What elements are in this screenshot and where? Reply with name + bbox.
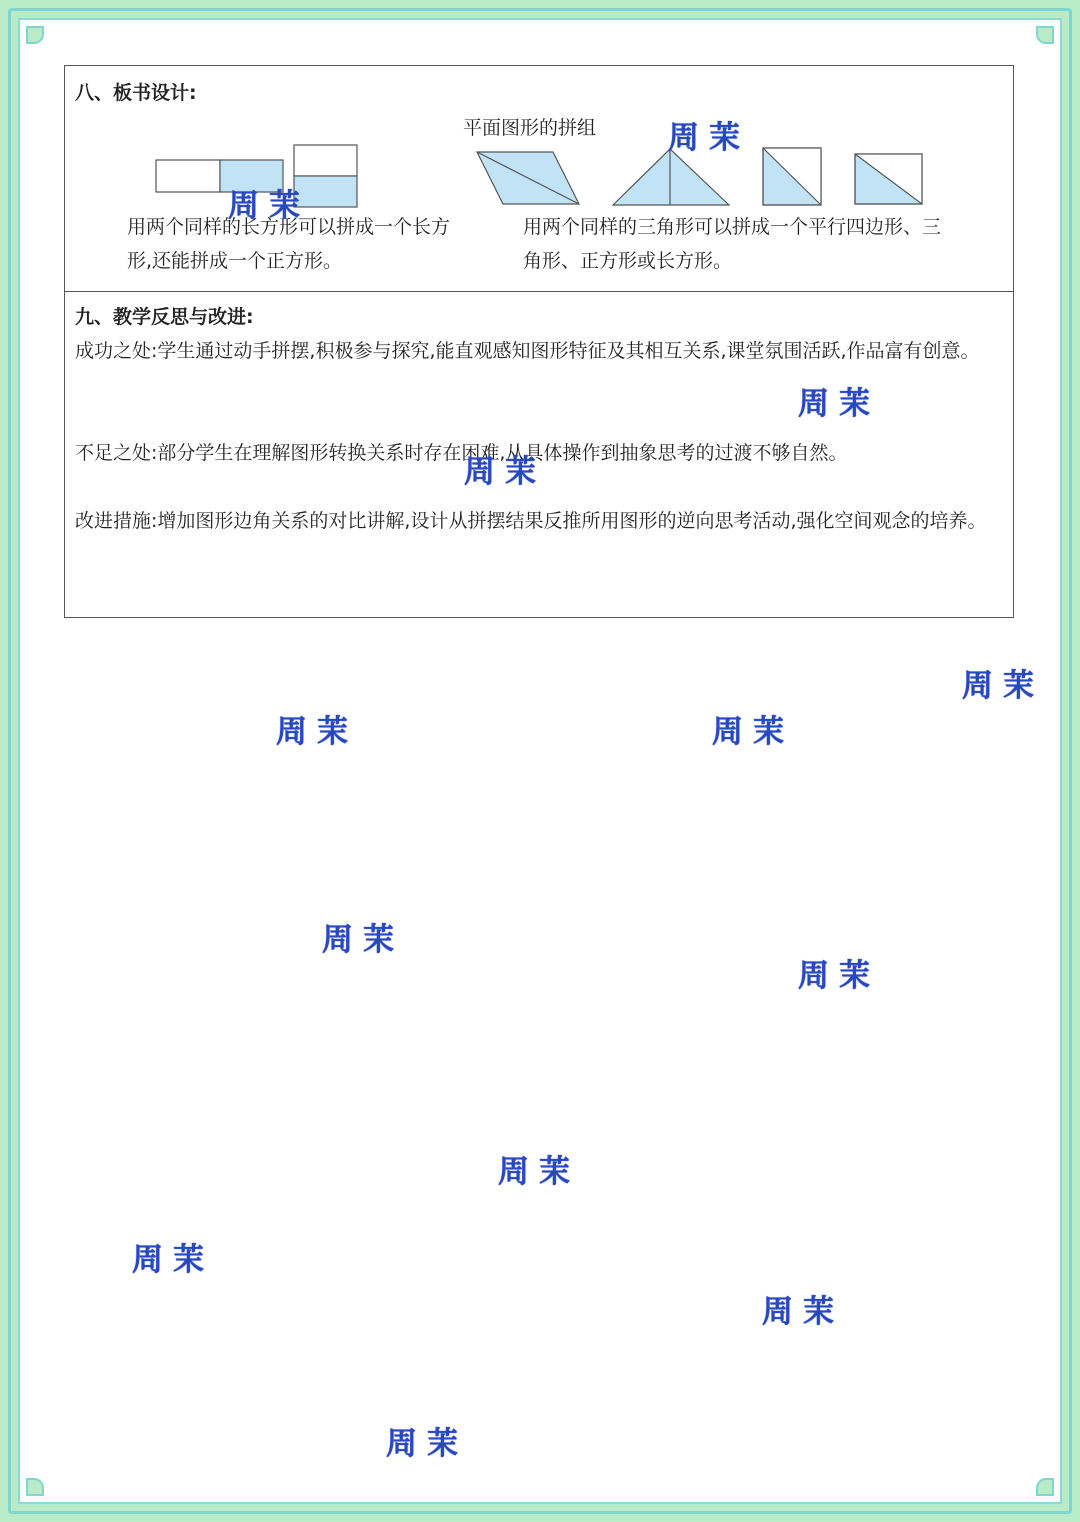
corner-ornament <box>26 1478 44 1496</box>
watermark-text: 周茉 <box>276 714 358 750</box>
board-design-heading: 八、板书设计: <box>75 82 197 104</box>
watermark-text: 周茉 <box>498 1154 580 1190</box>
caption-rectangles: 用两个同样的长方形可以拼成一个长方形,还能拼成一个正方形。 <box>127 216 451 272</box>
corner-ornament <box>26 26 44 44</box>
corner-ornament <box>1036 26 1054 44</box>
watermark-text: 周茉 <box>962 668 1044 704</box>
board-design-cell <box>65 66 1014 292</box>
success-paragraph: 成功之处:学生通过动手拼摆,积极参与探究,能直观感知图形特征及其相互关系,课堂氛围活跃,作品富有创意。 <box>75 340 980 362</box>
watermark-text: 周茉 <box>132 1242 214 1278</box>
watermark-text: 周茉 <box>798 386 880 422</box>
diagram-title: 平面图形的拼组 <box>463 117 597 139</box>
caption-triangles: 用两个同样的三角形可以拼成一个平行四边形、三角形、正方形或长方形。 <box>523 216 942 272</box>
shortcoming-paragraph: 不足之处:部分学生在理解图形转换关系时存在困难,从具体操作到抽象思考的过渡不够自然。 <box>75 442 848 464</box>
watermark-text: 周茉 <box>668 120 750 156</box>
watermark-text: 周茉 <box>762 1294 844 1330</box>
rectangle-shape <box>156 160 220 192</box>
watermark-text: 周茉 <box>386 1426 468 1462</box>
corner-ornament <box>1036 1478 1054 1496</box>
lesson-plan-table <box>64 65 1014 618</box>
reflection-heading: 九、教学反思与改进: <box>75 306 254 328</box>
watermark-text: 周茉 <box>464 454 546 490</box>
rectangle-shape <box>294 145 357 176</box>
triangle-shape <box>613 149 729 205</box>
improvement-paragraph: 改进措施:增加图形边角关系的对比讲解,设计从拼摆结果反推所用图形的逆向思考活动,强化空间观念的培养。 <box>75 510 987 532</box>
watermark-text: 周茉 <box>322 922 404 958</box>
watermark-text: 周茉 <box>228 188 310 224</box>
watermark-text: 周茉 <box>712 714 794 750</box>
watermark-text: 周茉 <box>798 958 880 994</box>
